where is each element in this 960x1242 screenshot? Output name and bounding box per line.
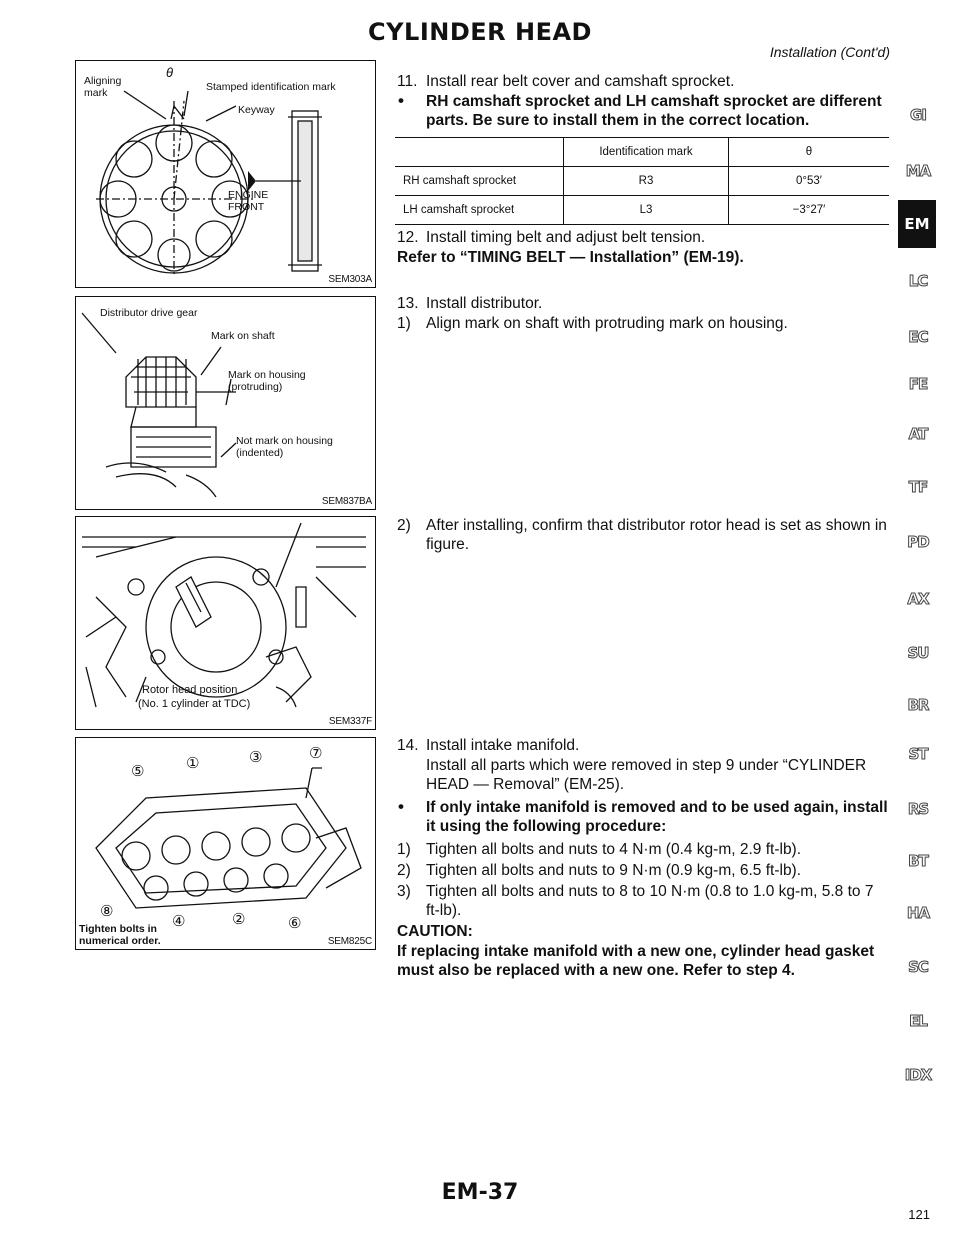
rotor-position-label: Rotor head position (142, 684, 238, 696)
step-14-1-number: 1) (397, 841, 411, 858)
drive-gear-label: Distributor drive gear (100, 307, 198, 319)
mark-on-housing-label: Mark on housing (228, 369, 306, 381)
side-tab-ec[interactable]: EC (908, 328, 928, 346)
figure-code: SEM825C (327, 936, 372, 947)
page-subtitle: Installation (Cont'd) (769, 44, 890, 60)
side-tab-ma[interactable]: MA (905, 162, 931, 180)
side-tab-st[interactable]: ST (908, 745, 928, 763)
figure-code: SEM837BA (321, 496, 372, 507)
page-code: EM-37 (441, 1180, 519, 1205)
step-14-3-number: 3) (397, 883, 411, 900)
tighten-caption: Tighten bolts in (79, 923, 157, 935)
step-13-text: Install distributor. (426, 295, 543, 312)
table-header-cell (395, 138, 564, 167)
step-11-text: Install rear belt cover and camshaft sprocket. (426, 73, 735, 90)
figure-code: SEM303A (328, 274, 372, 285)
side-tab-at[interactable]: AT (908, 425, 928, 443)
step-13-1-number: 1) (397, 315, 411, 332)
protruding-label: (protruding) (228, 381, 283, 393)
table-row (395, 167, 889, 196)
indented-label: (indented) (236, 447, 284, 459)
step-12-text: Install timing belt and adjust belt tension. (426, 229, 706, 246)
side-tab-pd[interactable]: PD (907, 533, 929, 551)
step-13-number: 13. (397, 295, 419, 312)
table-cell: L3 (564, 196, 729, 225)
side-tab-lc[interactable]: LC (908, 272, 928, 290)
step-11-number: 11. (397, 73, 418, 90)
bolt-order-7: ⑦ (309, 745, 323, 762)
stamped-id-label: Stamped identification mark (206, 81, 336, 93)
page-title: CYLINDER HEAD (368, 18, 592, 46)
keyway-label: Keyway (238, 104, 275, 116)
table-cell: 0°53′ (729, 167, 890, 196)
distributor-gear-drawing (76, 297, 375, 509)
figure-camshaft-sprocket (75, 60, 376, 288)
figure-distributor-gear (75, 296, 376, 510)
mark-on-shaft-label: Mark on shaft (211, 330, 275, 342)
engine-label: ENGINE (228, 189, 269, 201)
tdc-label: (No. 1 cylinder at TDC) (138, 698, 251, 710)
side-tab-ha[interactable]: HA (906, 904, 930, 922)
bolt-order-8: ⑧ (100, 903, 114, 920)
step-11-note: • RH camshaft sprocket and LH camshaft sprocket are different parts. Be sure to install them in the correct location. (426, 92, 890, 130)
side-tab-br[interactable]: BR (907, 696, 929, 714)
step-14-2-text: Tighten all bolts and nuts to 9 N·m (0.9 kg-m, 6.5 ft-lb). (426, 862, 802, 879)
side-tab-idx[interactable]: IDX (904, 1066, 932, 1084)
bolt-order-2: ② (232, 911, 246, 928)
side-tab-gi[interactable]: GI (910, 106, 926, 124)
table-cell: R3 (564, 167, 729, 196)
intake-manifold-drawing (76, 738, 375, 949)
page-number: 121 (908, 1207, 930, 1222)
step-14-1-text: Tighten all bolts and nuts to 4 N·m (0.4 kg-m, 2.9 ft-lb). (426, 841, 802, 858)
step-13-2-number: 2) (397, 517, 411, 534)
step-14-text: Install intake manifold. (426, 737, 580, 754)
side-tab-tf[interactable]: TF (908, 478, 928, 496)
table-row (395, 196, 889, 225)
step-14-3-text: Tighten all bolts and nuts to 8 to 10 N·m (0.8 to 1.0 kg-m, 5.8 to 7 ft-lb). (426, 883, 874, 919)
side-tab-em-active[interactable]: EM (898, 200, 936, 248)
bolt-order-1: ① (186, 755, 200, 772)
side-tab-el[interactable]: EL (909, 1012, 927, 1030)
bolt-order-5: ⑤ (131, 763, 145, 780)
side-tab-ax[interactable]: AX (907, 590, 929, 608)
side-tab-su[interactable]: SU (907, 644, 929, 662)
step-12-number: 12. (397, 229, 419, 246)
step-14-note: Install all parts which were removed in step 9 under “CYLINDER HEAD — Removal” (EM-25). (426, 757, 867, 793)
bolt-order-4: ④ (172, 913, 186, 930)
step-12-reference: Refer to “TIMING BELT — Installation” (EM-19). (397, 249, 744, 266)
step-14-2-number: 2) (397, 862, 411, 879)
numerical-order-caption: numerical order. (79, 935, 161, 947)
side-tab-fe[interactable]: FE (908, 375, 928, 393)
sprocket-id-table (395, 137, 889, 225)
figure-rotor-head (75, 516, 376, 730)
step-14-number: 14. (397, 737, 419, 754)
front-label: FRONT (228, 201, 265, 213)
side-tab-bt[interactable]: BT (908, 852, 928, 870)
bolt-order-6: ⑥ (288, 915, 302, 932)
step-13-2-text: After installing, confirm that distributor rotor head is set as shown in figure. (426, 517, 887, 553)
aligning-label: Aligning (84, 75, 122, 87)
sprocket-drawing (76, 61, 375, 287)
table-cell: −3°27′ (729, 196, 890, 225)
side-tab-sc[interactable]: SC (908, 958, 928, 976)
mark-label: mark (84, 87, 108, 99)
table-header-cell: θ (729, 138, 890, 167)
table-cell: LH camshaft sprocket (395, 196, 564, 225)
not-mark-label: Not mark on housing (236, 435, 333, 447)
step-13-1-text: Align mark on shaft with protruding mark on housing. (426, 315, 788, 332)
figure-code: SEM337F (328, 716, 372, 727)
step-14-warning: • If only intake manifold is removed and to be used again, install it using the following procedure: (426, 798, 888, 836)
table-header-cell: Identification mark (564, 138, 729, 167)
table-cell: RH camshaft sprocket (395, 167, 564, 196)
table-header-row (395, 138, 889, 167)
theta-label: θ (166, 65, 174, 80)
bolt-order-3: ③ (249, 749, 263, 766)
caution-label: CAUTION: (397, 923, 473, 940)
caution-text: If replacing intake manifold with a new one, cylinder head gasket must also be replaced with a new one. Refer to step 4. (397, 943, 875, 979)
figure-intake-manifold (75, 737, 376, 950)
side-tab-rs[interactable]: RS (907, 800, 929, 818)
